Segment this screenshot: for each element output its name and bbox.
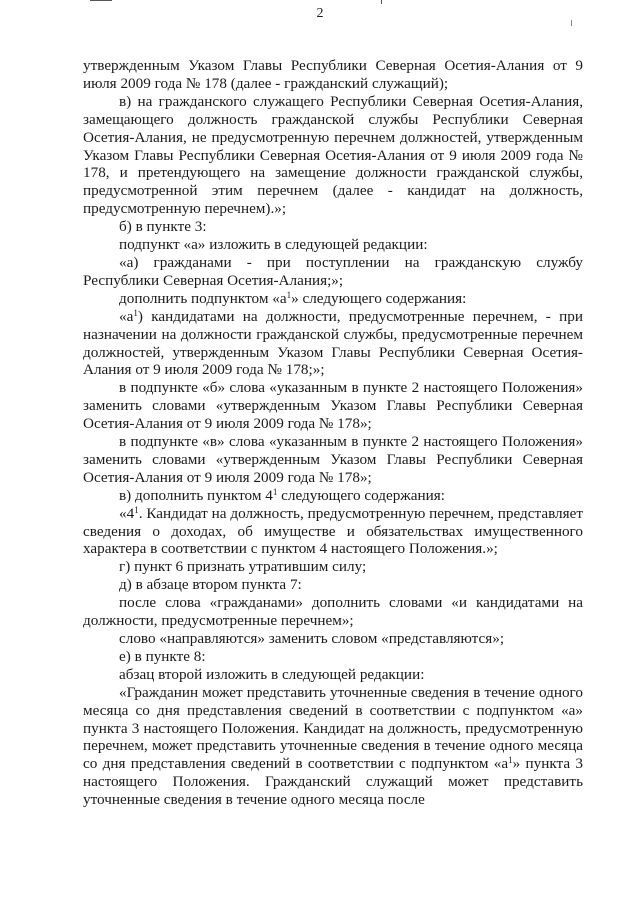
paragraph: [83, 576, 583, 594]
text-run: следующего содержания:: [277, 486, 445, 504]
paragraph: [83, 666, 583, 684]
paragraph: [83, 558, 583, 576]
scan-mark: [381, 0, 382, 4]
text-run: дополнить подпунктом «а: [119, 289, 287, 307]
text-run: ) кандидатами на должности, предусмотренные перечнем, - при назначении на должности гражданской службы, предусмотренные перечнем должностей, утвержденным Указом Главы Республики Северная Осетия-Алания от 9 июля 2009 года № 178;»;: [83, 307, 583, 379]
text-run: в подпункте «в» слова «указанным в пункте 2 настоящего Положения» заменить словами «утвержденным Указом Главы Республики Северная Осетия-Алания от 9 июля 2009 года № 178»;: [83, 433, 583, 486]
text-run: в подпункте «б» слова «указанным в пункте 2 настоящего Положения» заменить словами «утвержденным Указом Главы Республики Северная Осетия-Алания от 9 июля 2009 года № 178»;: [83, 379, 583, 433]
text-run: б) в пункте 3:: [119, 218, 207, 236]
text-run: абзац второй изложить в следующей редакции:: [119, 665, 425, 683]
text-run: » следующего содержания:: [291, 289, 467, 307]
superscript: 1: [133, 307, 138, 318]
text-run: подпункт «а» изложить в следующей редакции:: [119, 236, 428, 254]
text-run: . Кандидат на должность, предусмотренную перечнем, представляет сведения о доходах, об имуществе и обязательствах имущественного характера в соответствии с пунктом 4 настоящего Положения.»;: [83, 504, 583, 558]
text-run: после слова «гражданами» дополнить словами «и кандидатами на должности, предусмотренные перечнем»;: [83, 594, 583, 630]
paragraph: [83, 93, 583, 218]
scan-mark: [571, 20, 572, 26]
text-run: «а: [119, 307, 134, 325]
text-run: «4: [119, 504, 135, 522]
paragraph: [83, 505, 583, 559]
text-run: «Гражданин может представить уточненные сведения в течение одного месяца со дня представления сведений в соответствии с подпунктом «а» пункта 3 настоящего Положения. Кандидат на должность, предусмотренную перечнем, может представить уточненные сведения в течение одного месяца со дня представления сведений в соответствии с подпунктом «а: [83, 683, 583, 773]
text-run: в) дополнить пунктом 4: [119, 486, 273, 504]
paragraph: [83, 308, 583, 380]
paragraph: [83, 254, 583, 290]
text-run: » пункта 3 настоящего Положения. Гражданский служащий может представить уточненные сведения в течение одного месяца после: [83, 755, 583, 809]
paragraph: [83, 630, 583, 648]
paragraph: [83, 218, 583, 236]
paragraph: [83, 236, 583, 254]
paragraph: [83, 684, 583, 809]
text-run: слово «направляются» заменить словом «представляются»;: [119, 630, 505, 647]
text-run: г) пункт 6 признать утратившим силу;: [119, 558, 367, 576]
document-body: [83, 57, 583, 809]
superscript: 1: [134, 504, 139, 515]
superscript: 1: [272, 486, 278, 497]
text-run: д) в абзаце втором пункта 7:: [119, 576, 302, 594]
superscript: 1: [286, 289, 292, 300]
text-run: утвержденным Указом Главы Республики Северная Осетия-Алания от 9 июля 2009 года № 178 (далее - гражданский служащий);: [83, 57, 583, 92]
scan-mark: [90, 0, 112, 1]
paragraph: [83, 594, 583, 630]
text-run: «а) гражданами - при поступлении на гражданскую службу Республики Северная Осетия-Алания;»;: [83, 253, 583, 289]
superscript: 1: [508, 755, 513, 766]
paragraph: [83, 487, 583, 505]
paragraph: [83, 648, 583, 666]
page-number: 2: [316, 6, 324, 21]
paragraph: [83, 290, 583, 308]
paragraph: [83, 57, 583, 93]
paragraph: [83, 433, 583, 487]
text-run: в) на гражданского служащего Республики Северная Осетия-Алания, замещающего должность гражданской службы Республики Северная Осетия-Алания, не предусмотренную перечнем должностей, утвержденным Указом Главы Республики Северная Осетия-Алания от 9 июля 2009 года № 178, и претендующего на замещение должности гражданской службы, предусмотренной этим перечнем (далее - кандидат на должность, предусмотренную перечнем).»;: [83, 92, 583, 218]
paragraph: [83, 379, 583, 433]
text-run: е) в пункте 8:: [119, 647, 206, 665]
